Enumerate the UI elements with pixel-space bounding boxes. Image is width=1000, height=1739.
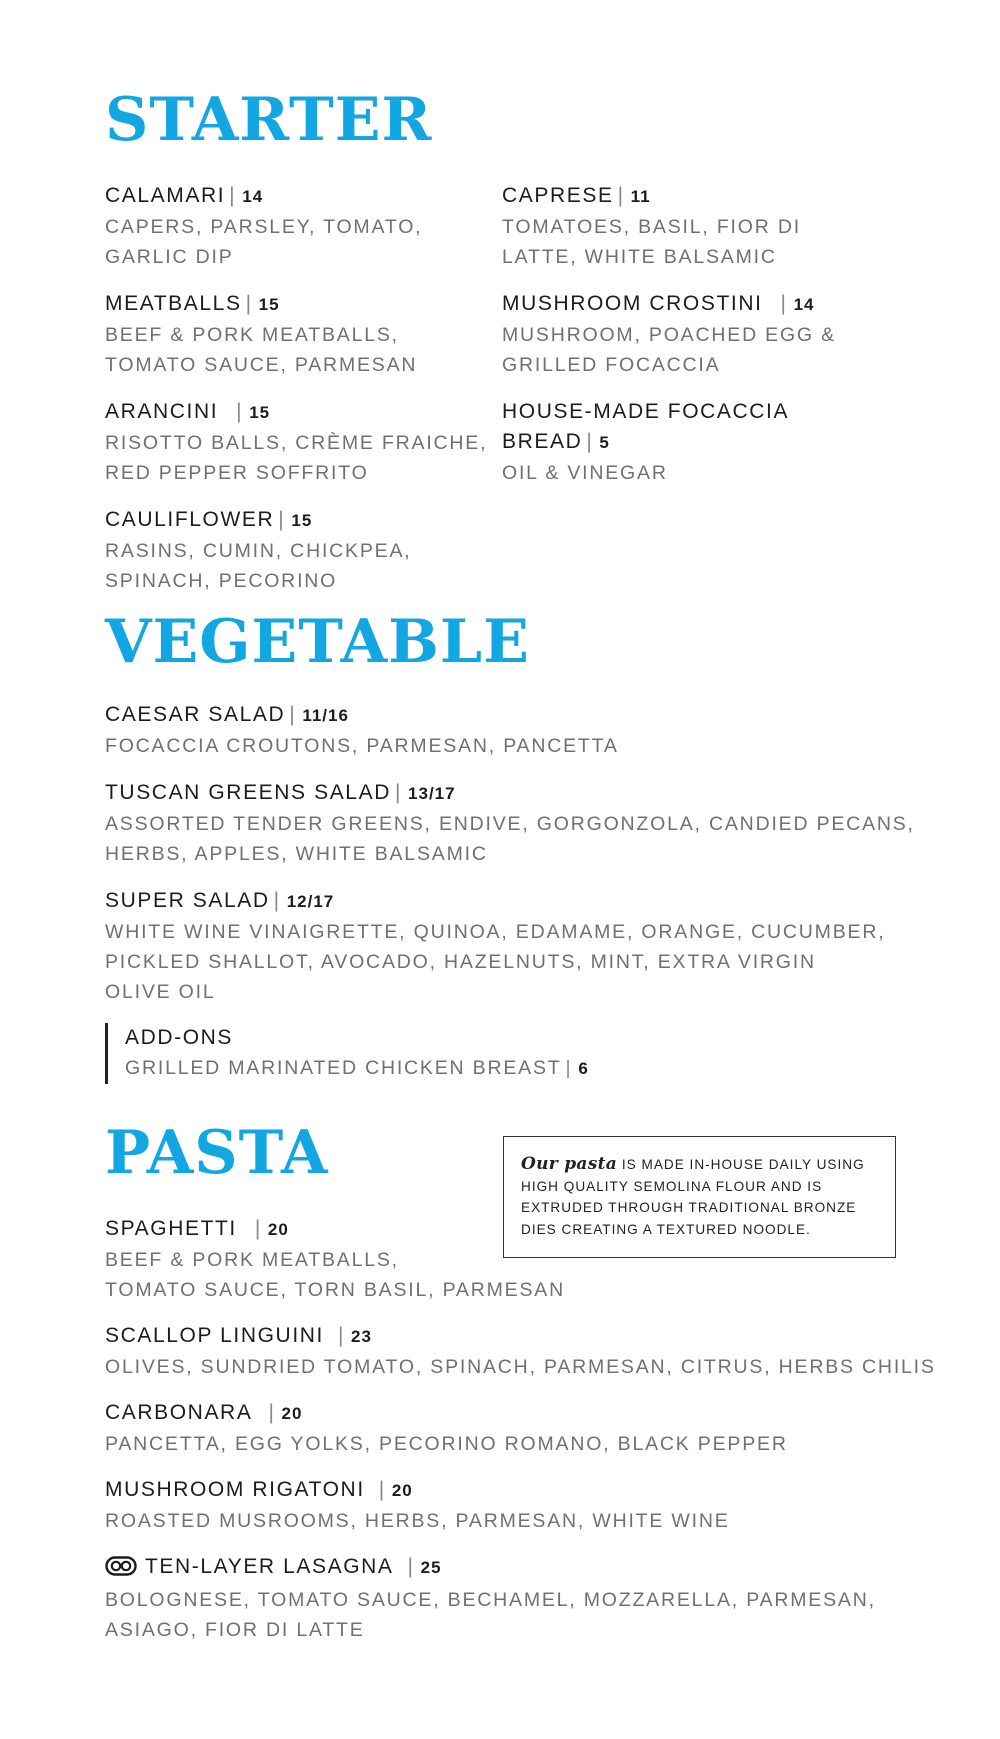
item-name: TEN-LAYER LASAGNA | 25 xyxy=(105,1552,876,1585)
item-description: PANCETTA, EGG YOLKS, PECORINO ROMANO, BLACK PEPPER xyxy=(105,1433,788,1455)
item-price: 15 xyxy=(291,511,313,530)
note-text: IS MADE IN-HOUSE DAILY USING xyxy=(617,1157,865,1172)
item-description: OLIVE OIL xyxy=(105,981,216,1003)
note-text: DIES CREATING A TEXTURED NOODLE. xyxy=(521,1221,811,1237)
item-description: RISOTTO BALLS, CRÈME FRAICHE, xyxy=(105,432,488,454)
menu-item-calamari xyxy=(105,181,422,272)
add-ons-block xyxy=(105,1023,589,1084)
menu-item-mushroom-rigatoni xyxy=(105,1475,730,1536)
item-description: TOMATO SAUCE, PARMESAN xyxy=(105,354,418,376)
item-name: CAESAR SALAD | 11/16 xyxy=(105,703,349,726)
menu-item-spaghetti xyxy=(105,1214,565,1305)
item-name: HOUSE-MADE FOCACCIA xyxy=(502,400,790,423)
item-description: HERBS, APPLES, WHITE BALSAMIC xyxy=(105,843,488,865)
item-price: 20 xyxy=(267,1220,289,1239)
menu-item-carbonara xyxy=(105,1398,788,1459)
menu-item-scallop-linguini xyxy=(105,1321,936,1382)
item-price: 15 xyxy=(258,295,280,314)
item-name: MUSHROOM CROSTINI | 14 xyxy=(502,292,815,315)
menu-item-mushroom-crostini xyxy=(502,289,836,380)
item-description: OLIVES, SUNDRIED TOMATO, SPINACH, PARMESAN, CITRUS, HERBS CHILIS xyxy=(105,1356,936,1378)
pasta-heading: PASTA xyxy=(105,1118,329,1188)
item-name: BREAD | 5 xyxy=(502,430,610,453)
vegetable-heading: VEGETABLE xyxy=(105,607,530,677)
item-description: MUSHROOM, POACHED EGG & xyxy=(502,324,836,346)
item-description: FOCACCIA CROUTONS, PARMESAN, PANCETTA xyxy=(105,735,619,757)
item-price: 14 xyxy=(242,187,264,206)
item-price: 11 xyxy=(630,187,651,206)
item-name: SCALLOP LINGUINI | 23 xyxy=(105,1324,372,1347)
item-price: 11/16 xyxy=(302,706,349,725)
item-name: SUPER SALAD | 12/17 xyxy=(105,889,335,912)
item-name: CAPRESE | 11 xyxy=(502,184,651,207)
note-text: HIGH QUALITY SEMOLINA FLOUR AND IS xyxy=(521,1178,823,1194)
menu-item-caprese xyxy=(502,181,801,272)
item-description: GARLIC DIP xyxy=(105,246,234,268)
item-price: 13/17 xyxy=(408,784,456,803)
item-description: TOMATOES, BASIL, FIOR DI xyxy=(502,216,801,238)
starter-heading: STARTER xyxy=(105,85,433,155)
item-description: LATTE, WHITE BALSAMIC xyxy=(502,246,777,268)
item-name: MUSHROOM RIGATONI | 20 xyxy=(105,1478,413,1501)
item-description: GRILLED FOCACCIA xyxy=(502,354,721,376)
menu-item-super-salad xyxy=(105,886,885,1007)
item-description: TOMATO SAUCE, TORN BASIL, PARMESAN xyxy=(105,1279,565,1301)
menu-item-focaccia-bread xyxy=(502,397,789,488)
item-name: CARBONARA | 20 xyxy=(105,1401,303,1424)
menu-item-ten-layer-lasagna xyxy=(105,1552,876,1645)
item-description: BEEF & PORK MEATBALLS, xyxy=(105,324,399,346)
item-price: 25 xyxy=(420,1558,442,1577)
item-description: WHITE WINE VINAIGRETTE, QUINOA, EDAMAME, ORANGE, CUCUMBER, xyxy=(105,921,886,943)
menu-item-tuscan-greens-salad xyxy=(105,778,915,869)
menu-item-caesar-salad xyxy=(105,700,619,761)
note-text: EXTRUDED THROUGH TRADITIONAL BRONZE xyxy=(521,1200,857,1215)
menu-item-meatballs xyxy=(105,289,417,380)
item-description: BEEF & PORK MEATBALLS, xyxy=(105,1249,399,1271)
item-description: ROASTED MUSROOMS, HERBS, PARMESAN, WHITE WINE xyxy=(105,1510,730,1532)
menu-item-cauliflower xyxy=(105,505,412,596)
item-price: 20 xyxy=(391,1481,413,1500)
note-lead: Our pasta xyxy=(521,1154,618,1174)
item-price: 23 xyxy=(351,1327,372,1346)
item-description: SPINACH, PECORINO xyxy=(105,570,338,592)
item-price: 5 xyxy=(599,433,610,452)
add-ons-title: ADD-ONS xyxy=(125,1026,234,1049)
item-price: 20 xyxy=(281,1404,303,1423)
item-price: 6 xyxy=(578,1059,589,1078)
item-name: CAULIFLOWER | 15 xyxy=(105,508,313,531)
item-name: ARANCINI | 15 xyxy=(105,400,271,423)
item-price: 15 xyxy=(249,403,271,422)
item-description: BOLOGNESE, TOMATO SAUCE, BECHAMEL, MOZZARELLA, PARMESAN, xyxy=(105,1589,876,1611)
item-name: MEATBALLS | 15 xyxy=(105,292,280,315)
item-name: TUSCAN GREENS SALAD | 13/17 xyxy=(105,781,456,804)
item-name: CALAMARI | 14 xyxy=(105,184,264,207)
menu-item-arancini xyxy=(105,397,487,488)
signature-dish-icon xyxy=(105,1555,137,1585)
item-price: 12/17 xyxy=(286,892,335,911)
add-on-item: GRILLED MARINATED CHICKEN BREAST | 6 xyxy=(125,1057,589,1079)
item-description: ASSORTED TENDER GREENS, ENDIVE, GORGONZOLA, CANDIED PECANS, xyxy=(105,813,915,835)
item-price: 14 xyxy=(793,295,815,314)
item-description: PICKLED SHALLOT, AVOCADO, HAZELNUTS, MINT, EXTRA VIRGIN xyxy=(105,951,816,973)
item-description: OIL & VINEGAR xyxy=(502,462,668,484)
item-description: CAPERS, PARSLEY, TOMATO, xyxy=(105,216,423,238)
item-description: RASINS, CUMIN, CHICKPEA, xyxy=(105,540,412,562)
item-name: SPAGHETTI | 20 xyxy=(105,1217,289,1240)
item-description: RED PEPPER SOFFRITO xyxy=(105,462,369,484)
item-description: ASIAGO, FIOR DI LATTE xyxy=(105,1619,365,1641)
